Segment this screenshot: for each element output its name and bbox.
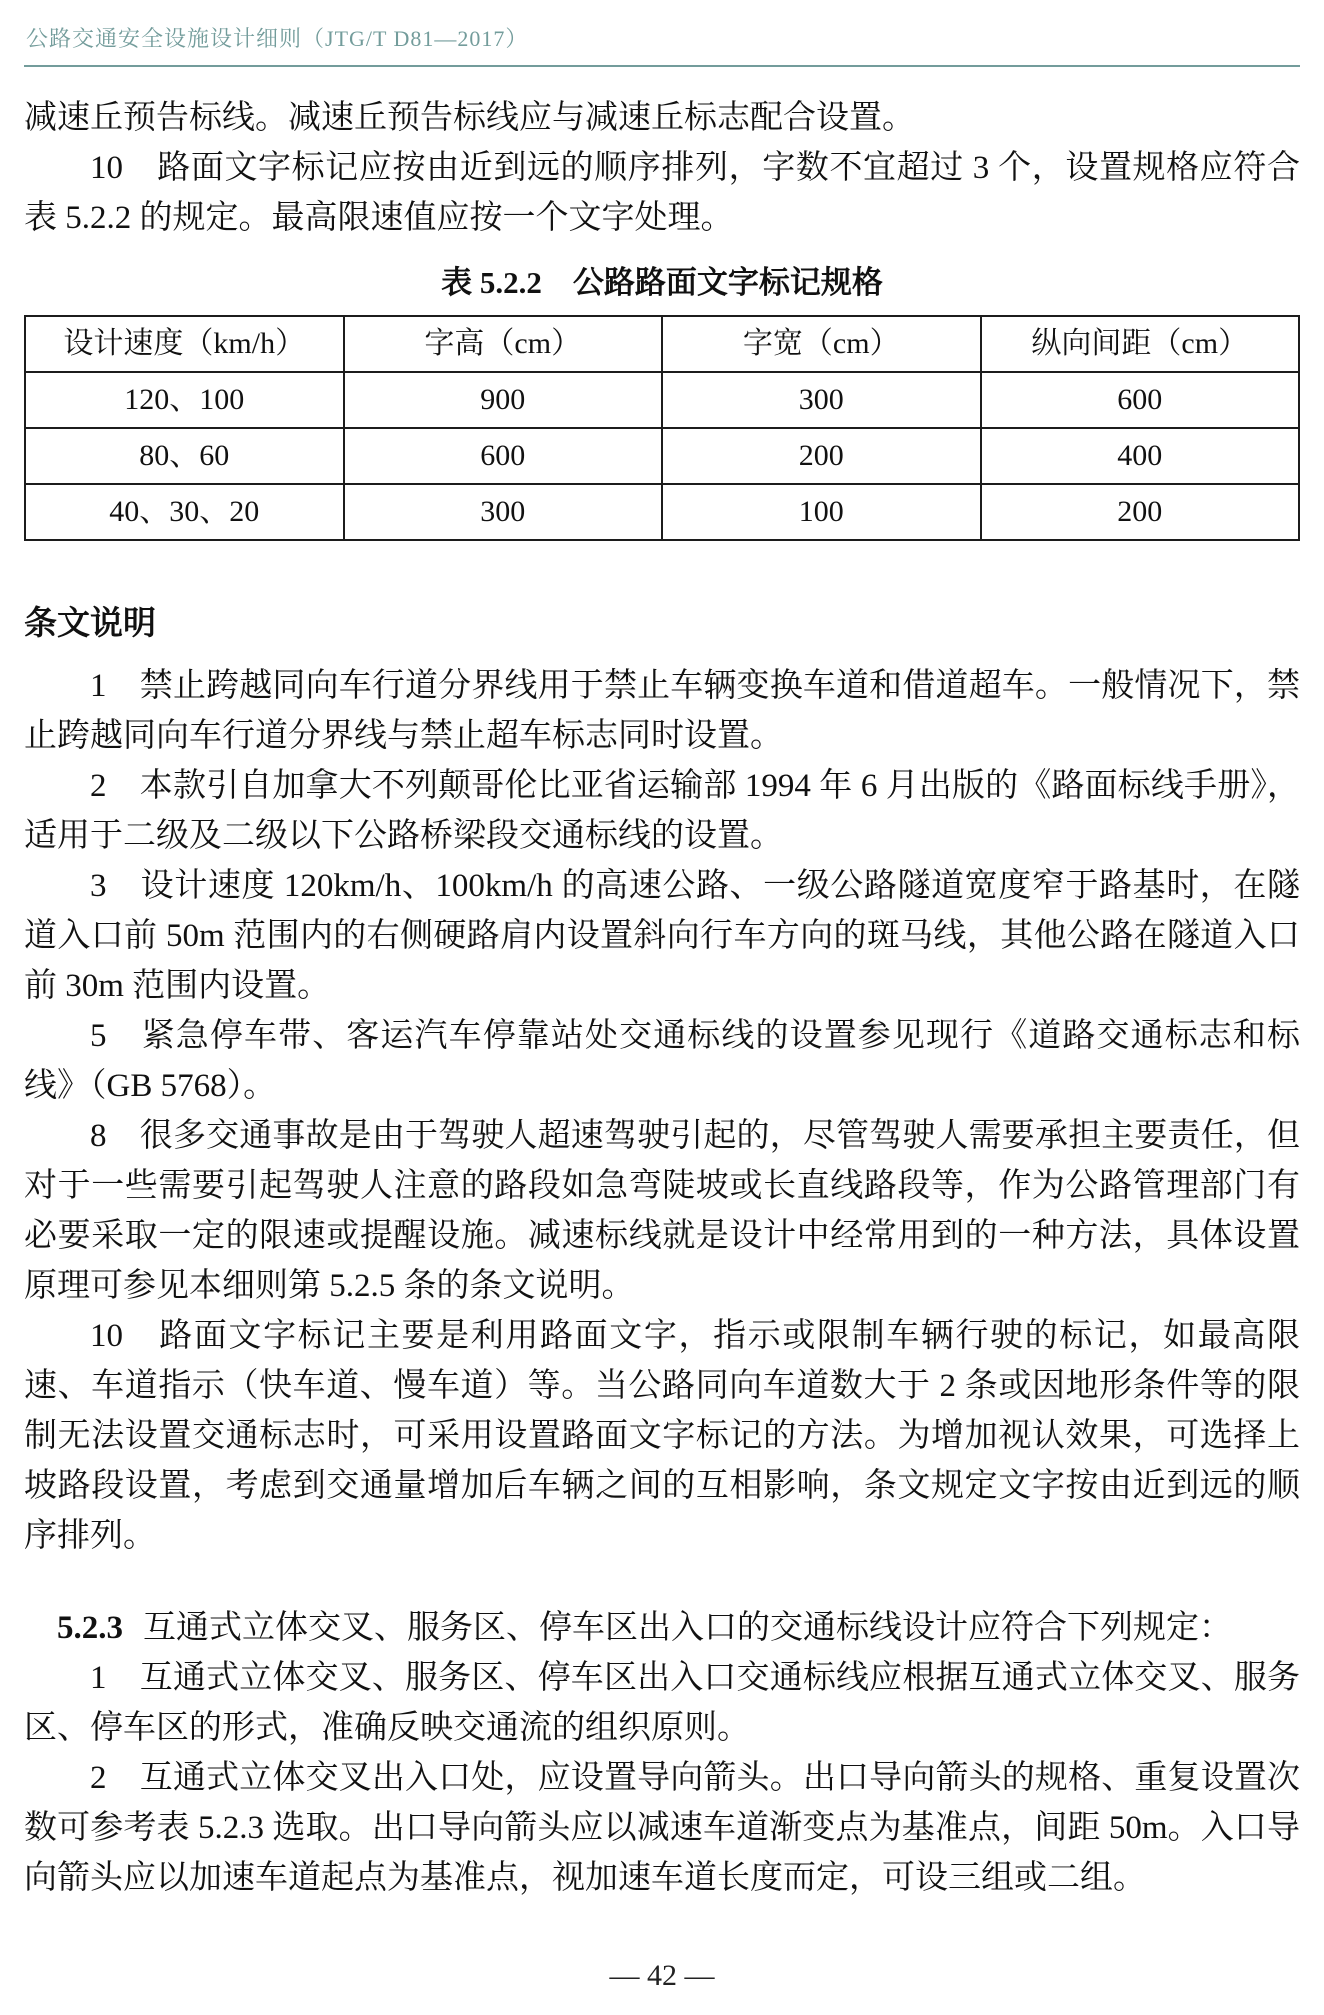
- table-cell: 300: [662, 372, 981, 428]
- table-cell: 40、30、20: [25, 484, 344, 540]
- table-cell: 80、60: [25, 428, 344, 484]
- note-paragraph-8: 8 很多交通事故是由于驾驶人超速驾驶引起的，尽管驾驶人需要承担主要责任，但对于一些需要引起驾驶人注意的路段如急弯陡坡或长直线路段等，作为公路管理部门有必要采取一定的限速或提醒设施。减速标线就是设计中经常用到的一种方法，具体设置原理可参见本细则第 5.2.5 条的条文说明。: [24, 1118, 1300, 1304]
- table-row: [25, 428, 1299, 484]
- clause-paragraph-2: 2 互通式立体交叉出入口处，应设置导向箭头。出口导向箭头的规格、重复设置次数可参考表 5.2.3 选取。出口导向箭头应以减速车道渐变点为基准点，间距 50m。入口导向箭头应以加速车道起点为基准点，视加速车道长度而定，可设三组或二组。: [24, 1760, 1300, 1896]
- clause-number: 5.2.3: [57, 1610, 123, 1646]
- table-header-cell: 字高（cm）: [344, 316, 663, 372]
- table-header-row: [25, 316, 1299, 372]
- table-row: [25, 372, 1299, 428]
- paragraph-intro-item-10: 10 路面文字标记应按由近到远的顺序排列，字数不宜超过 3 个，设置规格应符合表 5.2.2 的规定。最高限速值应按一个文字处理。: [24, 150, 1300, 236]
- page-header: [24, 18, 1300, 67]
- clause-title: 互通式立体交叉、服务区、停车区出入口的交通标线设计应符合下列规定：: [143, 1610, 1232, 1646]
- table-cell: 200: [981, 484, 1300, 540]
- table-cell: 300: [344, 484, 663, 540]
- clause-5-2-3-heading: [24, 1603, 1300, 1653]
- table-caption: 表 5.2.2 公路路面文字标记规格: [441, 265, 883, 300]
- note-paragraph-10: 10 路面文字标记主要是利用路面文字，指示或限制车辆行驶的标记，如最高限速、车道指示（快车道、慢车道）等。当公路同向车道数大于 2 条或因地形条件等的限制无法设置交通标志时，可采用设置路面文字标记的方法。为增加视认效果，可选择上坡路段设置，考虑到交通量增加后车辆之间的互相影响，条文规定文字按由近到远的顺序排列。: [24, 1318, 1300, 1554]
- note-paragraph-1: 1 禁止跨越同向车行道分界线用于禁止车辆变换车道和借道超车。一般情况下，禁止跨越同向车行道分界线与禁止超车标志同时设置。: [24, 668, 1300, 754]
- table-header-cell: 设计速度（km/h）: [25, 316, 344, 372]
- notes-heading: 条文说明: [24, 606, 156, 642]
- table-cell: 900: [344, 372, 663, 428]
- table-row: [25, 484, 1299, 540]
- table-cell: 120、100: [25, 372, 344, 428]
- table-cell: 600: [981, 372, 1300, 428]
- table-cell: 400: [981, 428, 1300, 484]
- table-cell: 100: [662, 484, 981, 540]
- clause-paragraph-1: 1 互通式立体交叉、服务区、停车区出入口交通标线应根据互通式立体交叉、服务区、停车区的形式，准确反映交通流的组织原则。: [24, 1660, 1300, 1746]
- note-paragraph-2: 2 本款引自加拿大不列颠哥伦比亚省运输部 1994 年 6 月出版的《路面标线手册》，适用于二级及二级以下公路桥梁段交通标线的设置。: [24, 768, 1300, 854]
- document-content: [24, 93, 1300, 1903]
- table-cell: 200: [662, 428, 981, 484]
- paragraph-continuation: 减速丘预告标线。减速丘预告标线应与减速丘标志配合设置。: [24, 100, 915, 136]
- note-paragraph-3: 3 设计速度 120km/h、100km/h 的高速公路、一级公路隧道宽度窄于路基时，在隧道入口前 50m 范围内的右侧硬路肩内设置斜向行车方向的斑马线，其他公路在隧道入口前 30m 范围内设置。: [24, 868, 1300, 1004]
- table-header-cell: 字宽（cm）: [662, 316, 981, 372]
- page-footer: [0, 1959, 1324, 1993]
- header-title: 公路交通安全设施设计细则（JTG/T D81—2017）: [26, 26, 529, 51]
- table-cell: 600: [344, 428, 663, 484]
- page-number: — 42 —: [609, 1959, 715, 1992]
- note-paragraph-5: 5 紧急停车带、客运汽车停靠站处交通标线的设置参见现行《道路交通标志和标线》（GB 5768）。: [24, 1018, 1300, 1104]
- spec-table: [24, 315, 1300, 541]
- table-header-cell: 纵向间距（cm）: [981, 316, 1300, 372]
